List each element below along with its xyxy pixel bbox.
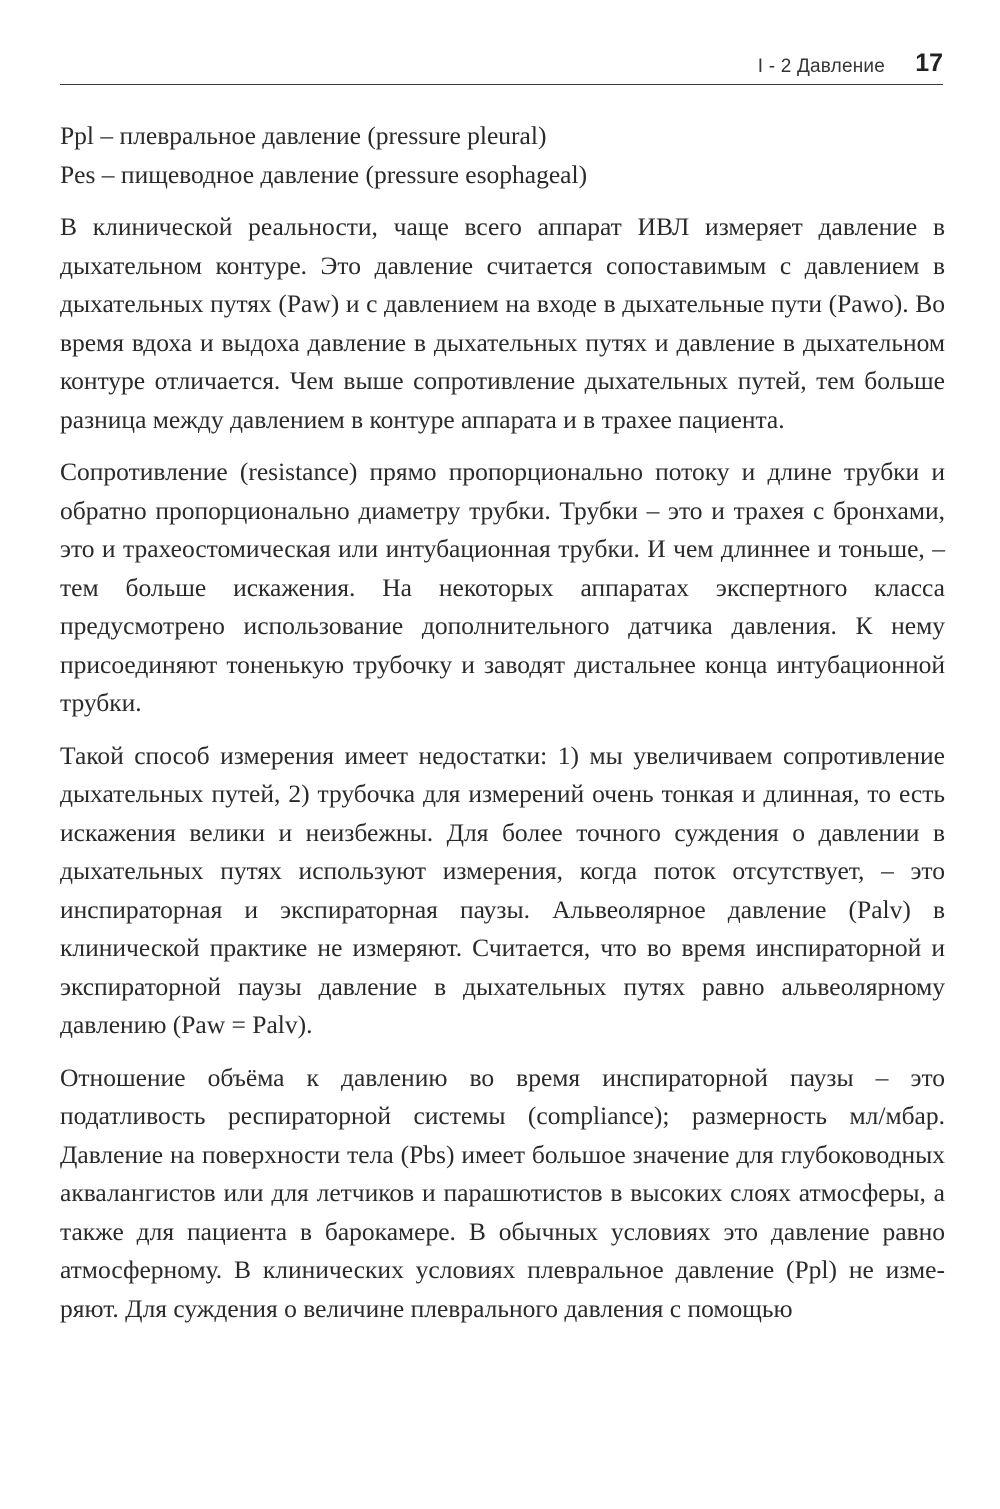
page-number: 17 bbox=[915, 49, 943, 77]
abbreviation-ppl: Ppl – плевральное давление (pressure pleural) bbox=[60, 121, 547, 150]
section-title: I - 2 Давление bbox=[757, 56, 885, 77]
paragraph-resistance: Сопротивление (resistance) прямо пропорционально потоку и длине трубки и обратно пропорционально диаметру трубки. Трубки – это и трахея с бронхами, это и трахеостомическая или интубационная трубки. И чем длиннее и тоньше, – тем больше искажения. На некоторых аппаратах экспертного класса предусмотрено использование дополнительного датчика давления. К нему присоединяют тоненькую трубочку и заводят дистальнее конца интубационной трубки. bbox=[60, 457, 945, 717]
running-header bbox=[60, 44, 943, 85]
paragraph-circuit-pressure: В клинической реальности, чаще всего аппарат ИВЛ измеряет давление в дыхательном контуре. Это давление считается сопоставимым с давлением в дыхательных путях (Paw) и с давлением на входе в дыхательные пути (Pawo). Во время вдоха и выдоха давление в дыхательных путях и давление в дыхательном контуре отличается. Чем выше сопротивление дыхательных путей, тем больше разница между давлением в контуре аппарата и в трахее пациента. bbox=[60, 212, 945, 434]
paragraph-compliance: Отношение объёма к давлению во время инспираторной паузы – это податливость респираторной системы (compliance); размерность мл/мбар. Давление на поверхности тела (Pbs) имеет большое значение для глубоководных аквалангистов или для летчиков и парашютистов в высоких слоях атмосферы, а также для пациента в барокамере. В обычных условиях это давление равно атмосферному. В клинических условиях плевральное давление (Ppl) не измеряют. Для суждения о величине плеврального давления с помощью bbox=[60, 1062, 945, 1323]
body-text bbox=[60, 117, 945, 1328]
abbreviation-pes: Pes – пищеводное давление (pressure esophageal) bbox=[60, 159, 588, 189]
paragraph-measurement-drawbacks: Такой способ измерения имеет недостатки: 1) мы увеличиваем сопротивление дыхательных путей, 2) трубочка для измерений очень тонкая и длинная, то есть искажения велики и неизбежны. Для более точного суждения о давлении в дыхательных путях используют измерения, когда поток отсутствует, – это инспираторная и экспираторная паузы. Альвеолярное давление (Palv) в клинической практике не измеряют. Считается, что во время инспираторной и экспираторной паузы давление в дыхательных путях равно альвеолярному давлению (Paw = Palv). bbox=[60, 740, 945, 1039]
